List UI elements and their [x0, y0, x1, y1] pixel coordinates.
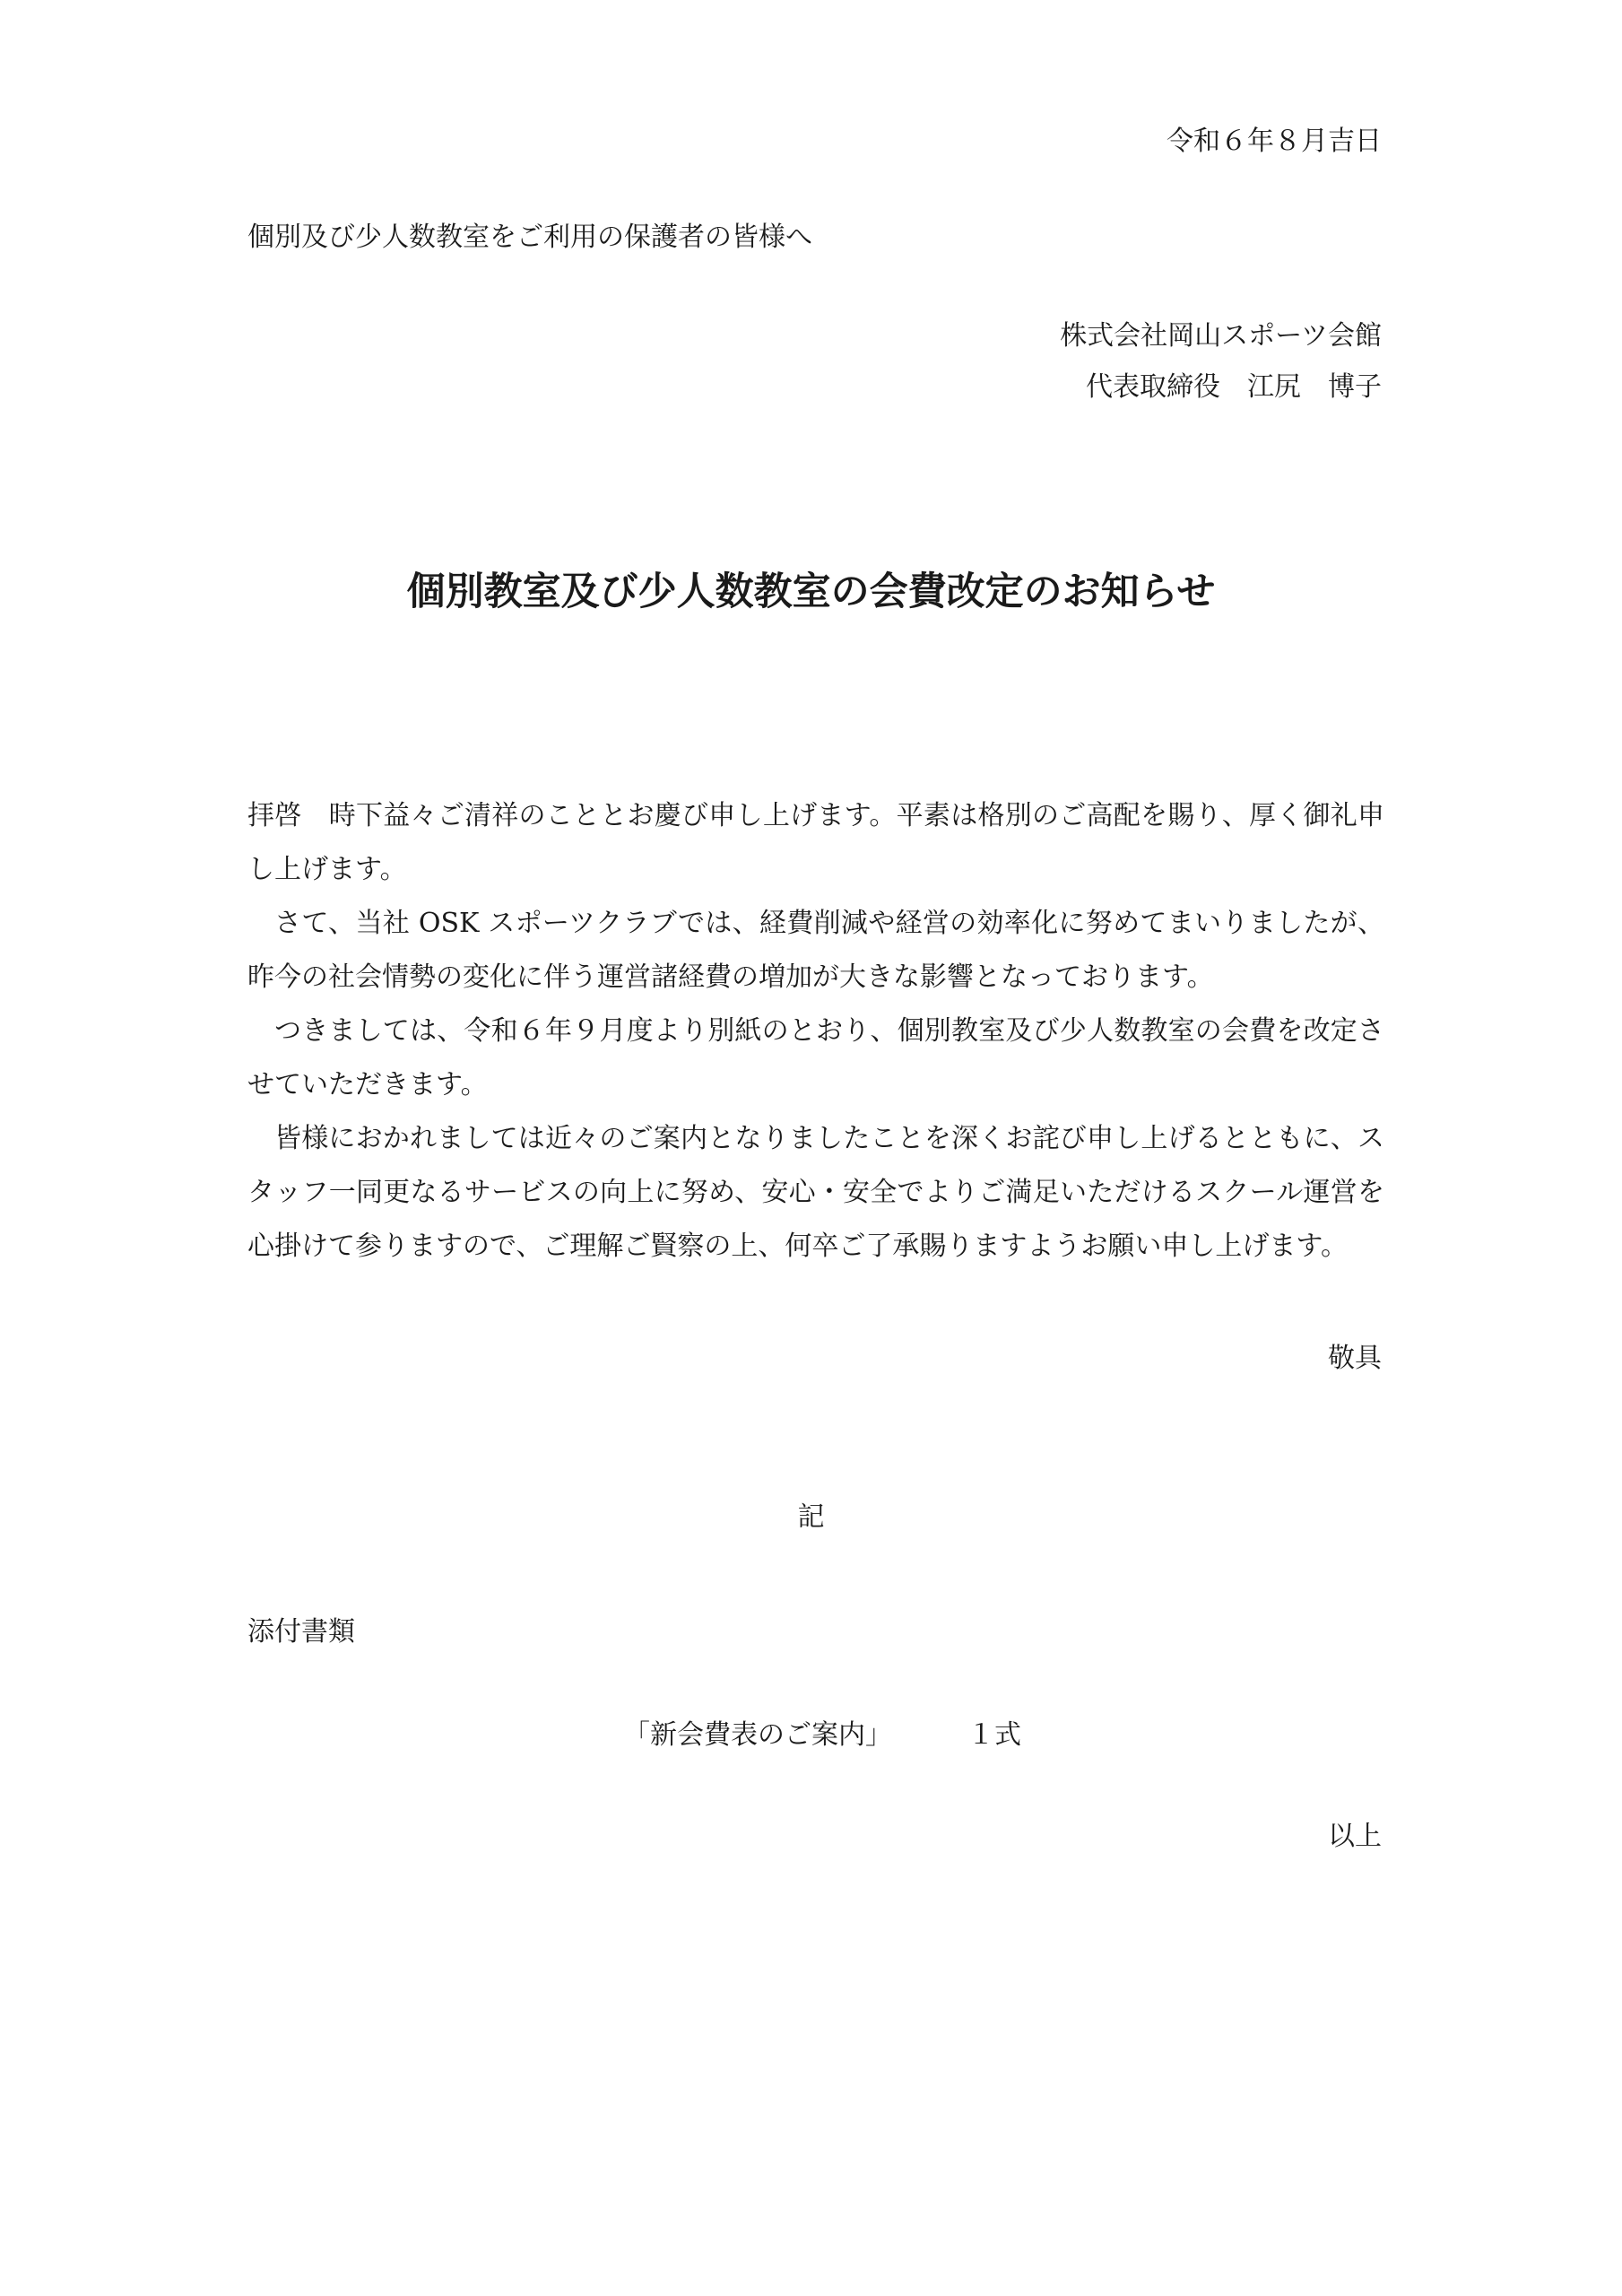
attachment-name: 「新会費表のご案内」 — [623, 1719, 892, 1751]
document-date: 令和６年８月吉日 — [1167, 126, 1382, 157]
letter-body — [247, 789, 1384, 1274]
attachment-quantity: １式 — [967, 1719, 1021, 1751]
document-title: 個別教室及び少人数教室の会費改定のお知らせ — [406, 570, 1216, 614]
body-paragraph-revision: つきましては、令和６年９月度より別紙のとおり、個別教室及び少人数教室の会費を改定させていただきます。 — [247, 1015, 1384, 1100]
attachment-item — [623, 1718, 1021, 1753]
body-paragraph-greeting: 拝啓 時下益々ご清祥のこととお慶び申し上げます。平素は格別のご高配を賜り、厚く御礼申し上げます。 — [247, 800, 1384, 885]
recipient-line: 個別及び少人数教室をご利用の保護者の皆様へ — [247, 222, 812, 253]
body-paragraph-apology: 皆様におかれましては近々のご案内となりましたことを深くお詫び申し上げるとともに、スタッフ一同更なるサービスの向上に努め、安心・安全でよりご満足いただけるスクール運営を心掛けて参りますので、ご理解ご賢察の上、何卒ご了承賜りますようお願い申し上げます。 — [247, 1123, 1384, 1262]
sender-company: 株式会社岡山スポーツ会館 — [1060, 320, 1382, 352]
sender-representative: 代表取締役 江尻 博子 — [1086, 371, 1382, 403]
closing-keigu: 敬具 — [1328, 1343, 1382, 1374]
attachments-label: 添付書類 — [247, 1616, 355, 1648]
record-heading: 記 — [797, 1501, 825, 1533]
end-mark: 以上 — [1328, 1821, 1382, 1852]
body-paragraph-background: さて、当社 OSK スポーツクラブでは、経費削減や経営の効率化に努めてまいりましたが、昨今の社会情勢の変化に伴う運営諸経費の増加が大きな影響となっております。 — [247, 908, 1384, 993]
